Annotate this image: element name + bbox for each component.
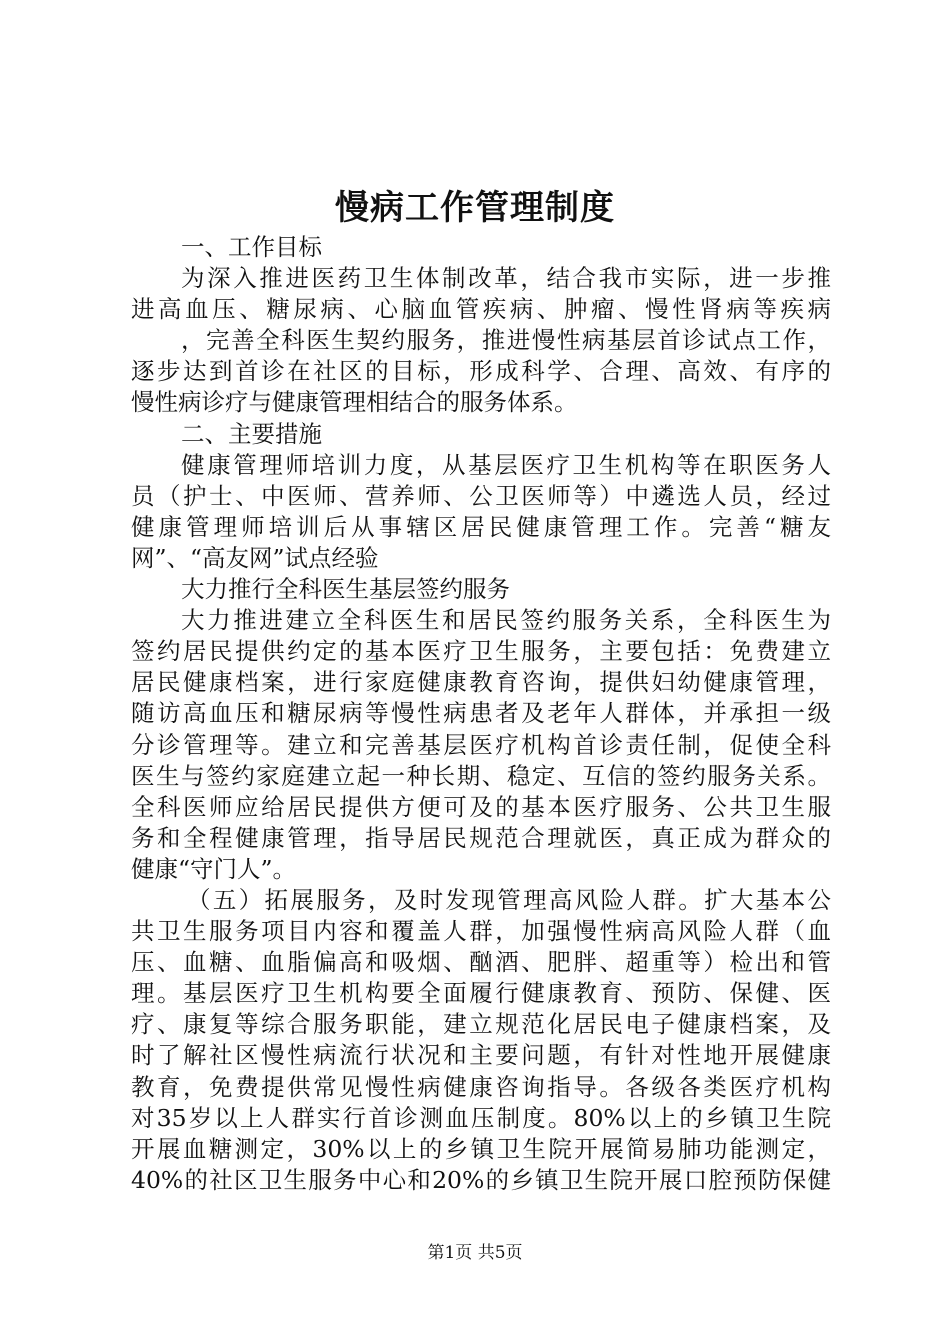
paragraph-line: 随访高血压和糖尿病等慢性病患者及老年人群体，并承担一级 [131,699,831,728]
paragraph-line: 对35岁以上人群实行首诊测血压制度。80%以上的乡镇卫生院 [131,1103,831,1132]
paragraph-line: 进高血压、糖尿病、心脑血管疾病、肿瘤、慢性肾病等疾病 [131,295,831,324]
paragraph-line: 时了解社区慢性病流行状况和主要问题，有针对性地开展健康 [131,1041,831,1070]
paragraph-line: 开展血糖测定，30%以上的乡镇卫生院开展简易肺功能测定， [131,1134,831,1163]
paragraph-line: （五）拓展服务，及时发现管理高风险人群。扩大基本公 [187,885,831,914]
paragraph-line: 员（护士、中医师、营养师、公卫医师等）中遴选人员，经过 [131,481,831,510]
paragraph-line: 压、血糖、血脂偏高和吸烟、酗酒、肥胖、超重等）检出和管 [131,948,831,977]
paragraph-line: 网”、“高友网”试点经验 [131,543,379,572]
paragraph-line: 医生与签约家庭建立起一种长期、稳定、互信的签约服务关系。 [131,761,831,790]
paragraph-line: 为深入推进医药卫生体制改革，结合我市实际，进一步推 [181,264,831,293]
subheading: 大力推行全科医生基层签约服务 [181,575,510,604]
document-body [131,232,831,1196]
paragraph-line: 签约居民提供约定的基本医疗卫生服务，主要包括：免费建立 [131,637,831,666]
section-heading: 二、主要措施 [181,419,322,448]
paragraph-line: 共卫生服务项目内容和覆盖人群，加强慢性病高风险人群（血 [131,917,831,946]
paragraph-line: 教育，免费提供常见慢性病健康咨询指导。各级各类医疗机构 [131,1072,831,1101]
paragraph-line: 慢性病诊疗与健康管理相结合的服务体系。 [131,388,578,417]
page-footer: 第1页 共5页 [427,1243,523,1263]
paragraph-line: 居民健康档案，进行家庭健康教育咨询，提供妇幼健康管理， [131,668,831,697]
paragraph-line: 健康管理师培训力度，从基层医疗卫生机构等在职医务人 [181,450,831,479]
section-heading: 一、工作目标 [181,233,322,261]
paragraph-line: 40%的社区卫生服务中心和20%的乡镇卫生院开展口腔预防保健 [131,1165,831,1194]
paragraph-line: 务和全程健康管理，指导居民规范合理就医，真正成为群众的 [131,823,831,852]
paragraph-line: 分诊管理等。建立和完善基层医疗机构首诊责任制，促使全科 [131,730,831,759]
paragraph-line: 健康“守门人”。 [131,854,297,883]
paragraph-line: 大力推进建立全科医生和居民签约服务关系，全科医生为 [181,606,831,635]
paragraph-line: ，完善全科医生契约服务，推进慢性病基层首诊试点工作， [181,326,831,355]
paragraph-line: 理。基层医疗卫生机构要全面履行健康教育、预防、保健、医 [131,979,831,1008]
paragraph-line: 疗、康复等综合服务职能，建立规范化居民电子健康档案，及 [131,1010,831,1039]
paragraph-line: 健康管理师培训后从事辖区居民健康管理工作。完善“糖友 [131,512,831,541]
paragraph-line: 全科医师应给居民提供方便可及的基本医疗服务、公共卫生服 [131,792,831,821]
paragraph-line: 逐步达到首诊在社区的目标，形成科学、合理、高效、有序的 [131,357,831,386]
document-title: 慢病工作管理制度 [335,188,615,228]
